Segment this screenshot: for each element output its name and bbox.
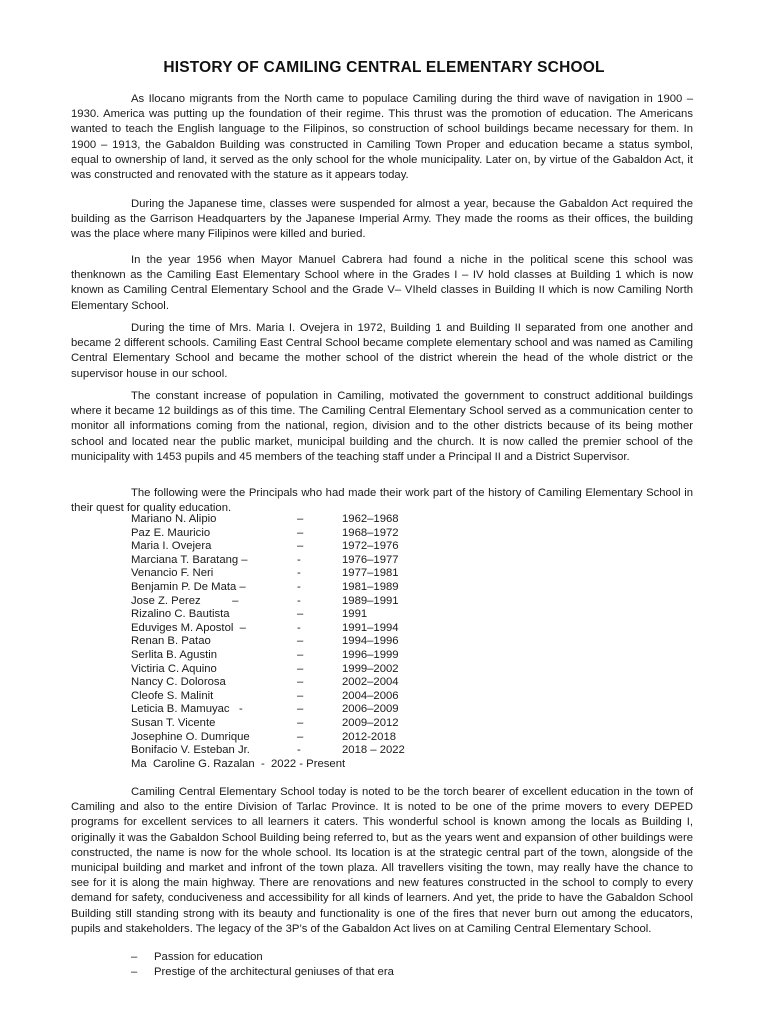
- principal-years: 1994–1996: [342, 635, 399, 648]
- paragraph-6: [71, 486, 693, 516]
- paragraph-5: [71, 389, 693, 465]
- principal-name: Susan T. Vicente: [131, 716, 216, 729]
- principal-name: Cleofe S. Malinit: [131, 689, 214, 702]
- principal-separator: –: [297, 540, 304, 553]
- principal-name: Leticia B. Mamuyac -: [131, 703, 243, 716]
- principal-row: [131, 608, 451, 622]
- principal-name: Renan B. Patao: [131, 635, 211, 648]
- list-item: [131, 965, 394, 980]
- paragraph-text: The constant increase of population in Camiling, motivated the government to construct additional buildings where it became 12 buildings as of this time. The Camiling Central Elementary School served as a communication center to monitor all informations coming from the national, region, division and to the other districts because of its being mother school and located near the public market, municipal building and the church. It is now called the premier school of the municipality with 1453 pupils and 45 members of the teaching staff under a Principal II and a District Supervisor.: [71, 390, 693, 463]
- bullet-text: Passion for education: [154, 951, 263, 963]
- principal-years: 2002–2004: [342, 676, 399, 689]
- principal-row: [131, 690, 451, 704]
- principal-separator: –: [297, 662, 304, 675]
- principal-row: [131, 649, 451, 663]
- principal-separator: –: [297, 689, 304, 702]
- principal-row: [131, 567, 451, 581]
- principal-name: Jose Z. Perez –: [131, 594, 239, 607]
- principal-separator: –: [297, 526, 304, 539]
- principal-years: 2018 – 2022: [342, 744, 405, 757]
- principal-current: Ma Caroline G. Razalan - 2022 - Present: [131, 757, 346, 770]
- principal-separator: –: [297, 648, 304, 661]
- principal-years: 1977–1981: [342, 567, 399, 580]
- paragraph-4: [71, 321, 693, 382]
- paragraph-text: In the year 1956 when Mayor Manuel Cabrera had found a niche in the political scene this school was thenknown as the Camiling East Elementary School where in the Grades I – IV hold classes at Building 1 which is now known as Camiling Central Elementary School and the Grade V– VIheld classes in Building II which is now Camiling North Elementary School.: [71, 254, 693, 312]
- principal-row: [131, 663, 451, 677]
- principal-row: [131, 595, 451, 609]
- principal-name: Josephine O. Dumrique: [131, 730, 250, 743]
- principal-row: [131, 540, 451, 554]
- principal-row: [131, 554, 451, 568]
- bullet-dash: –: [131, 951, 138, 963]
- list-item: [131, 950, 394, 965]
- principal-separator: -: [297, 594, 301, 607]
- principal-row: [131, 703, 451, 717]
- legacy-list: [131, 950, 394, 980]
- principal-separator: -: [297, 567, 301, 580]
- principal-name: Marciana T. Baratang –: [131, 553, 248, 566]
- principal-name: Benjamin P. De Mata –: [131, 580, 246, 593]
- principal-name: Paz E. Mauricio: [131, 526, 211, 539]
- principals-list: [131, 513, 451, 771]
- principal-row: [131, 717, 451, 731]
- principal-separator: –: [297, 635, 304, 648]
- principal-separator: -: [297, 621, 301, 634]
- paragraph-2: [71, 197, 693, 243]
- paragraph-text: During the time of Mrs. Maria I. Ovejera in 1972, Building 1 and Building II separated from one another and became 2 different schools. Camiling East Central School became complete elementary school and was named as Camiling Central Elementary School and became the mother school of the district wherein the head of the whole district or the supervisor house in our school.: [71, 322, 693, 380]
- principal-years: 1981–1989: [342, 580, 399, 593]
- principal-years: 1999–2002: [342, 662, 399, 675]
- principal-years: 2006–2009: [342, 703, 399, 716]
- principal-separator: -: [297, 580, 301, 593]
- paragraph-text: As Ilocano migrants from the North came to populace Camiling during the third wave of navigation in 1900 – 1930. America was putting up the foundation of their regime. This thrust was the promotion of education. The Americans wanted to teach the English language to the Filipinos, so construction of school buildings became necessary for them. In 1900 – 1913, the Gabaldon Building was constructed in Camiling Town Proper and education became a status symbol, equal to ownership of land, it served as the only school for the whole municipality. Later on, by virtue of the Gabaldon Act, it was constructed and renovated with the stature as it appears today.: [71, 93, 693, 182]
- paragraph-text: During the Japanese time, classes were suspended for almost a year, because the Gabaldon Act required the building as the Garrison Headquarters by the Japanese Imperial Army. They made the rooms as their offices, the building was the place where many Filipinos were killed and buried.: [71, 198, 693, 241]
- principal-years: 1976–1977: [342, 553, 399, 566]
- bullet-dash: –: [131, 966, 138, 978]
- principal-years: 1996–1999: [342, 648, 399, 661]
- principal-row: [131, 635, 451, 649]
- paragraph-3: [71, 253, 693, 314]
- paragraph-text: The following were the Principals who had made their work part of the history of Camiling Elementary School in their quest for quality education.: [71, 487, 693, 515]
- paragraph-closing: [71, 785, 693, 937]
- principal-row: [131, 513, 451, 527]
- bullet-text: Prestige of the architectural geniuses of that era: [154, 966, 394, 978]
- principal-row: [131, 744, 451, 758]
- principal-row: [131, 527, 451, 541]
- principal-name: Rizalino C. Bautista: [131, 608, 230, 621]
- paragraph-1: [71, 92, 693, 183]
- principal-separator: –: [297, 513, 304, 525]
- principal-name: Maria I. Ovejera: [131, 540, 212, 553]
- principal-separator: –: [297, 730, 304, 743]
- principal-separator: –: [297, 676, 304, 689]
- principal-name: Victiria C. Aquino: [131, 662, 217, 675]
- principal-years: 1968–1972: [342, 526, 399, 539]
- principal-years: 1989–1991: [342, 594, 399, 607]
- principal-row: [131, 676, 451, 690]
- principal-name: Eduviges M. Apostol –: [131, 621, 246, 634]
- paragraph-text: Camiling Central Elementary School today is noted to be the torch bearer of excellent education in the town of Camiling and also to the entire Division of Tarlac Province. It is noted to be one of the prime movers to every DEPED programs for excellent services to all learners it caters. This wonderful school is known among the locals as Building I, originally it was the Gabaldon School Building being referred to, but as the years went and expansion of other buildings were constructed, the name is now for the whole school. Its location is at the strategic central part of the town, alongside of the municipal building and market and infront of the town plaza. All travellers visiting the town, may really have the chance to see for it is along the main highway. There are renovations and new features constructed in the school to comply to every demand for safety, conduciveness and accessibility for all kinds of learners. And yet, the pride to have the Gabaldon School Building still standing strong with its beauty and functionality is one of the fires that never burn out among the educators, pupils and stakeholders. The legacy of the 3P’s of the Gabaldon Act lives on at Camiling Central Elementary School.: [71, 786, 693, 935]
- principal-name: Serlita B. Agustin: [131, 648, 218, 661]
- principal-name: Venancio F. Neri: [131, 567, 214, 580]
- principal-separator: –: [297, 716, 304, 729]
- principal-years: 1991: [342, 608, 368, 621]
- principal-separator: -: [297, 744, 301, 757]
- principal-name: Bonifacio V. Esteban Jr.: [131, 744, 250, 757]
- page-title: HISTORY OF CAMILING CENTRAL ELEMENTARY SCHOOL: [163, 59, 605, 76]
- principal-years: 1991–1994: [342, 621, 399, 634]
- principal-separator: –: [297, 703, 304, 716]
- principal-row: [131, 731, 451, 745]
- principal-separator: -: [297, 553, 301, 566]
- principal-years: 2012-2018: [342, 730, 397, 743]
- principal-row: [131, 622, 451, 636]
- principal-name: Nancy C. Dolorosa: [131, 676, 226, 689]
- principal-row: [131, 581, 451, 595]
- principal-years: 2004–2006: [342, 689, 399, 702]
- principal-name: Mariano N. Alipio: [131, 513, 217, 525]
- principal-separator: –: [297, 608, 304, 621]
- principal-years: 2009–2012: [342, 716, 399, 729]
- principal-years: 1972–1976: [342, 540, 399, 553]
- principal-years: 1962–1968: [342, 513, 399, 525]
